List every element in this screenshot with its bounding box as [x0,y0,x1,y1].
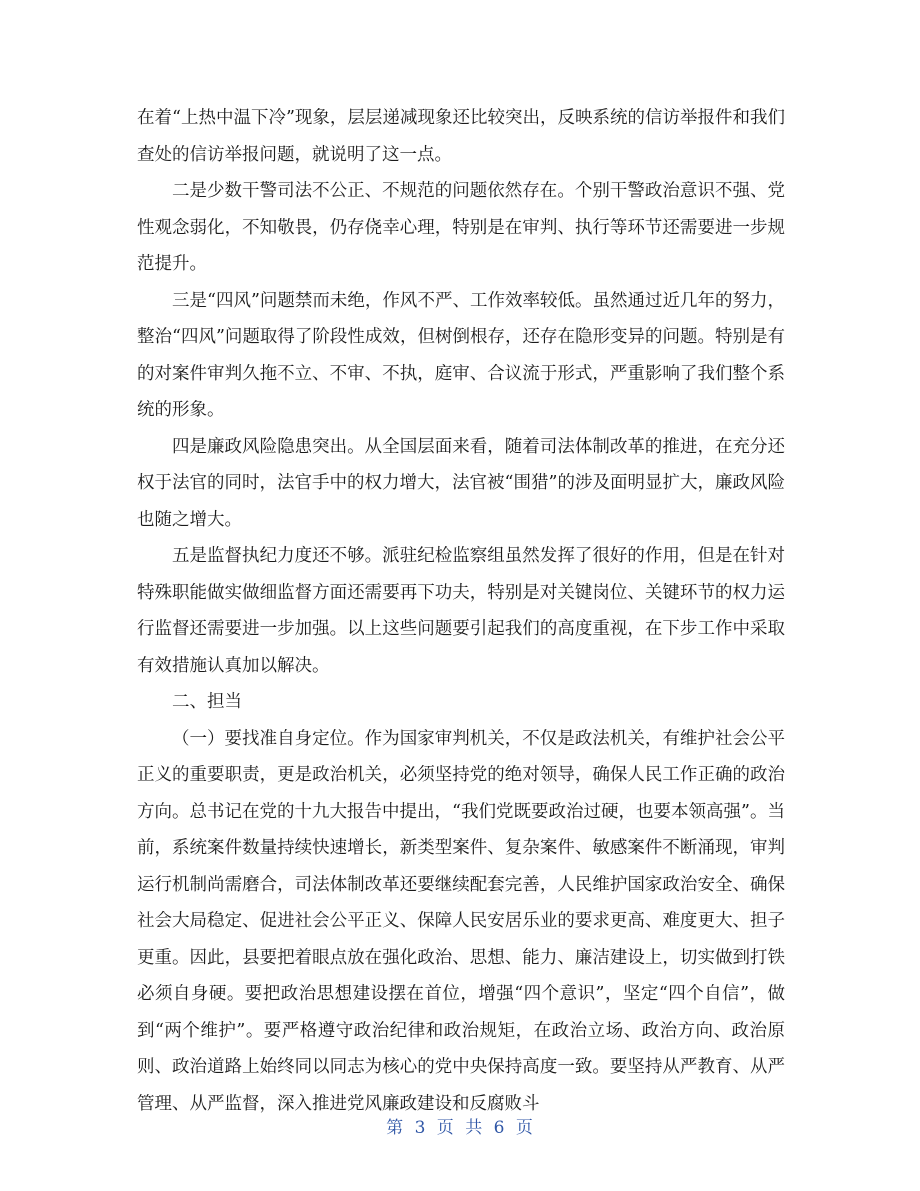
paragraph-5: 五是监督执纪力度还不够。派驻纪检监察组虽然发挥了很好的作用，但是在针对特殊职能做实做细监督方面还需要再下功夫，特别是对关键岗位、关键环节的权力运行监督还需要进一步加强。以上这些问题要引起我们的高度重视，在下步工作中采取有效措施认真加以解决。 [137,546,785,676]
paragraph-2: 二是少数干警司法不公正、不规范的问题依然存在。个别干警政治意识不强、党性观念弱化，不知敬畏，仍存侥幸心理，特别是在审判、执行等环节还需要进一步规范提升。 [137,181,785,274]
page-footer [0,1113,920,1138]
section-heading: 二、担当 [172,692,242,712]
footer-prefix: 第 [386,1118,405,1138]
footer-current-page: 3 [414,1118,427,1138]
paragraph-3: 三是“四风”问题禁而未绝，作风不严、工作效率较低。虽然通过近几年的努力，整治“四风”问题取得了阶段性成效，但树倒根存，还存在隐形变异的问题。特别是有的对案件审判久拖不立、不审、不执，庭审、合议流于形式，严重影响了我们整个系统的形象。 [137,290,785,420]
footer-page-word: 页 [436,1118,455,1138]
footer-total-pages: 6 [493,1118,506,1138]
body-text [137,100,785,1122]
paragraph-7: （一）要找准自身定位。作为国家审判机关，不仅是政法机关，有维护社会公平正义的重要职责，更是政治机关，必须坚持党的绝对领导，确保人民工作正确的政治方向。总书记在党的十九大报告中提出，“我们党既要政治过硬，也要本领高强”。当前，系统案件数量持续快速增长，新类型案件、复杂案件、敏感案件不断涌现，审判运行机制尚需磨合，司法体制改革还要继续配套完善，人民维护国家政治安全、确保社会大局稳定、促进社会公平正义、保障人民安居乐业的要求更高、难度更大、担子更重。因此，县要把着眼点放在强化政治、思想、能力、廉洁建设上，切实做到打铁必须自身硬。要把政治思想建设摆在首位，增强“四个意识”，坚定“四个自信”，做到“两个维护”。要严格遵守政治纪律和政治规矩，在政治立场、政治方向、政治原则、政治道路上始终同以同志为核心的党中央保持高度一致。要坚持从严教育、从严管理、从严监督，深入推进党风廉政建设和反腐败斗 [137,728,785,1114]
footer-total-word: 共 [465,1118,484,1138]
footer-suffix: 页 [515,1118,534,1138]
paragraph-4: 四是廉政风险隐患突出。从全国层面来看，随着司法体制改革的推进，在充分还权于法官的同时，法官手中的权力增大，法官被“围猎”的涉及面明显扩大，廉政风险也随之增大。 [137,436,785,530]
paragraph-1: 在着“上热中温下冷”现象，层层递减现象还比较突出，反映系统的信访举报件和我们查处的信访举报问题，就说明了这一点。 [137,108,785,165]
